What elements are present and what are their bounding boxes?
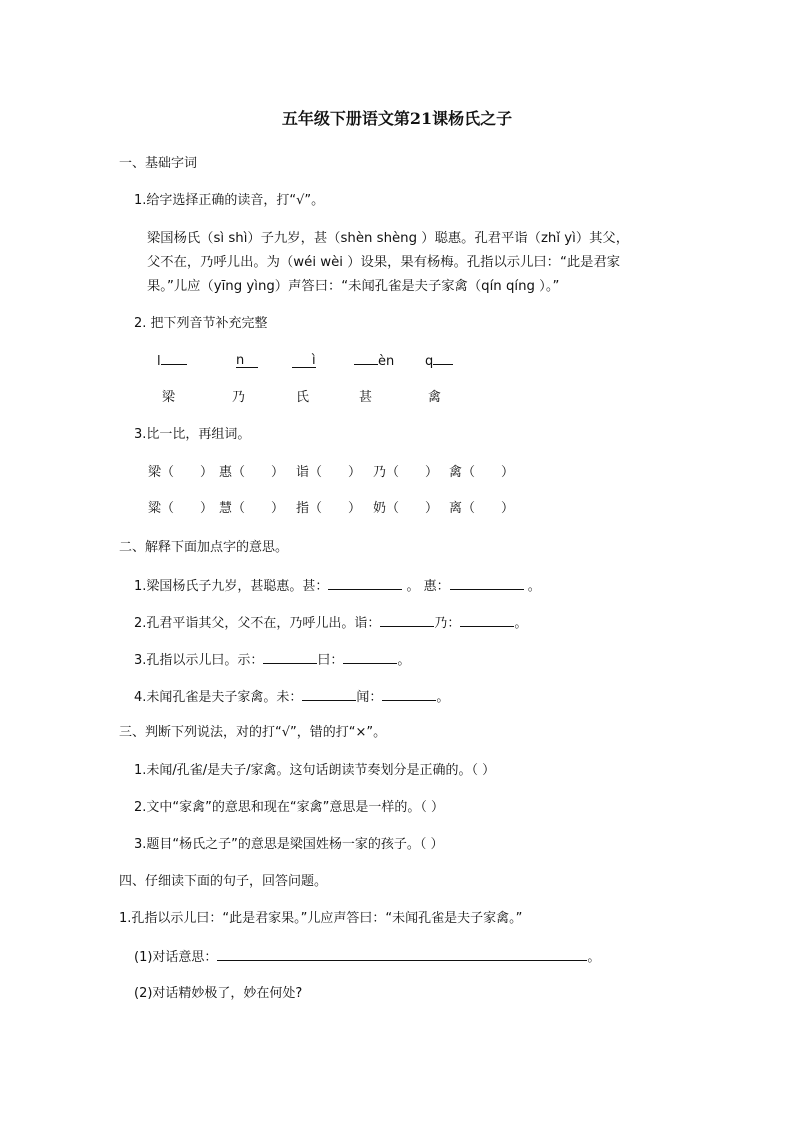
compare-item[interactable]: 诣（ ） [296,465,362,480]
compare-item[interactable]: 梁（ ） [148,465,214,480]
answer-blank[interactable] [263,651,317,664]
char-4: 甚 [359,390,373,405]
q1-label: 1.给字选择正确的读音，打“√”。 [134,193,325,208]
compare-item[interactable]: 离（ ） [449,501,515,516]
answer-blank[interactable] [302,688,356,701]
compare-item[interactable]: 粱（ ） [148,501,214,516]
passage-line-3: 果。”儿应（yīng yìng）声答曰：“未闻孔雀是夫子家禽（qín qíng ）。” [147,279,560,294]
pinyin-blank-3[interactable]: ì [292,352,316,370]
explain-item-1: 1.梁国杨氏子九岁，甚聪惠。甚： 。 惠： 。 [134,579,541,594]
compare-item[interactable]: 指（ ） [296,501,362,516]
sub-question-1: (1)对话意思： 。 [134,950,601,965]
page-title: 五年级下册语文第21课杨氏之子 [281,109,513,128]
char-5: 禽 [428,390,442,405]
sub-question-2: (2)对话精妙极了，妙在何处? [134,986,303,1001]
q3-label: 3.比一比，再组词。 [134,427,251,442]
char-1: 梁 [162,390,176,405]
judge-item-2[interactable]: 2.文中“家禽”的意思和现在“家禽”意思是一样的。（ ） [134,800,444,815]
explain-item-2: 2.孔君平诣其父，父不在，乃呼儿出。诣： 乃： 。 [134,616,528,631]
answer-blank[interactable] [450,577,524,590]
answer-blank[interactable] [343,651,397,664]
compare-item[interactable]: 禽（ ） [449,465,515,480]
compare-item[interactable]: 慧（ ） [219,501,285,516]
section-3-heading: 三、判断下列说法，对的打“√”，错的打“×”。 [119,725,387,740]
judge-item-1[interactable]: 1.未闻/孔雀/是夫子/家禽。这句话朗读节奏划分是正确的。（ ） [134,763,496,778]
compare-item[interactable]: 奶（ ） [373,501,439,516]
pinyin-blank-4[interactable]: èn [354,352,394,371]
passage-line-1: 梁国杨氏（sì shì）子九岁，甚（shèn shèng ）聪惠。孔君平诣（zhǐ yì）其父， [147,231,630,246]
passage-line-2: 父不在，乃呼儿出。为（wéi wèi ）设果，果有杨梅。孔指以示儿曰：“此是君家 [147,255,621,270]
section-1-heading: 一、基础字词 [119,156,198,171]
answer-blank[interactable] [460,614,514,627]
explain-item-4: 4.未闻孔雀是夫子家禽。未： 闻： 。 [134,690,450,705]
pinyin-blank-5[interactable]: q [425,352,453,371]
compare-item[interactable]: 惠（ ） [219,465,285,480]
answer-blank[interactable] [380,614,434,627]
section-2-heading: 二、解释下面加点字的意思。 [119,540,289,555]
answer-blank[interactable] [328,577,402,590]
explain-item-3: 3.孔指以示儿曰。示： 曰： 。 [134,653,411,668]
answer-blank[interactable] [217,948,587,961]
char-2: 乃 [232,390,246,405]
judge-item-3[interactable]: 3.题目“杨氏之子”的意思是梁国姓杨一家的孩子。（ ） [134,837,444,852]
section-4-heading: 四、仔细读下面的句子，回答问题。 [119,874,328,889]
reading-question-1: 1.孔指以示儿曰：“此是君家果。”儿应声答曰：“未闻孔雀是夫子家禽。” [119,911,523,926]
compare-item[interactable]: 乃（ ） [373,465,439,480]
pinyin-blank-2[interactable]: n [236,352,258,370]
char-3: 氏 [296,390,310,405]
pinyin-blank-1[interactable]: l [157,352,187,371]
q2-label: 2. 把下列音节补充完整 [134,316,268,331]
answer-blank[interactable] [382,688,436,701]
